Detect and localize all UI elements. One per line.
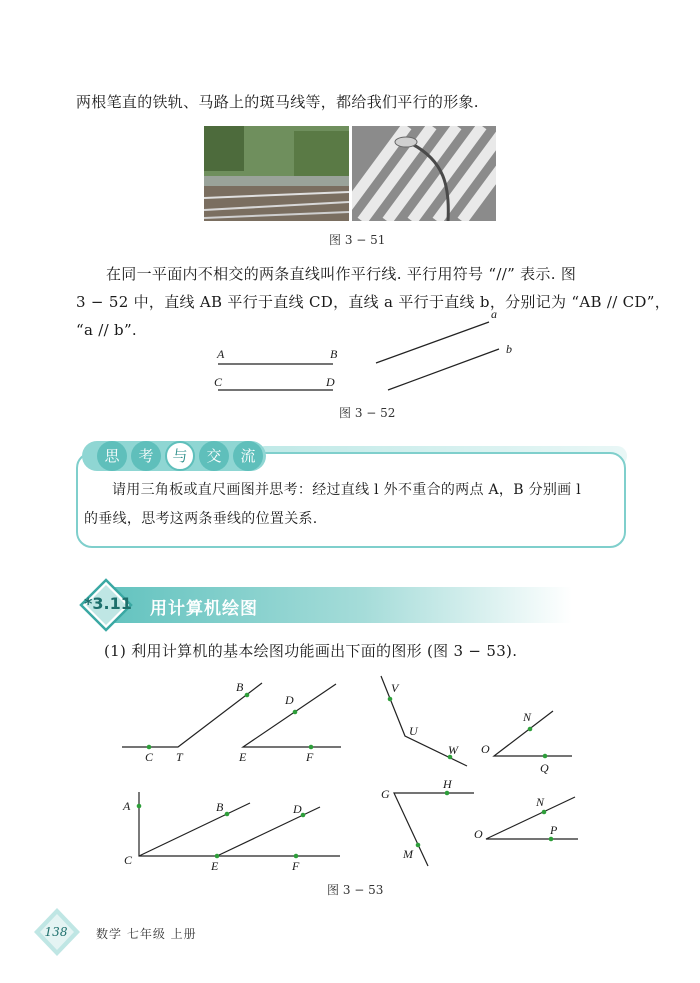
fig53-label-u: U <box>409 724 418 738</box>
page-number: 138 <box>44 925 68 939</box>
point-n2 <box>542 810 547 815</box>
point-b2 <box>225 812 230 817</box>
fig53-label-d1: D <box>285 693 294 707</box>
point-b1 <box>245 693 250 698</box>
definition-line-1: 在同一平面内不相交的两条直线叫作平行线. 平行用符号 “//” 表示. 图 <box>106 265 577 283</box>
intro-text: 两根笔直的铁轨、马路上的斑马线等，都给我们平行的形象. <box>76 93 479 111</box>
fig52-label-a-lower: a <box>491 307 497 321</box>
fig53-label-d2: D <box>293 802 302 816</box>
fig53-label-w: W <box>448 743 458 757</box>
fig53-label-e1: E <box>239 750 247 764</box>
fig53-label-f1: F <box>306 750 314 764</box>
fig53-label-p: P <box>550 823 558 837</box>
point-d1 <box>293 710 298 715</box>
think-chip-1: 思 <box>97 441 127 471</box>
footer-book-title: 数学 七年级 上册 <box>96 927 197 941</box>
point-e2 <box>215 854 220 859</box>
fig52-label-b-lower: b <box>506 342 512 356</box>
fig52-label-c: C <box>214 375 223 389</box>
think-chip-2: 考 <box>131 441 161 471</box>
fig53-label-b1: B <box>236 680 244 694</box>
point-f2 <box>294 854 299 859</box>
fig52-caption: 图 3 − 52 <box>339 406 396 420</box>
fig-axes-ac <box>139 792 340 856</box>
fig-angle-onp <box>486 797 578 839</box>
fig53-label-o1: O <box>481 742 490 756</box>
point-f1 <box>309 745 314 750</box>
fig53-label-e2: E <box>211 859 219 873</box>
point-a <box>137 804 142 809</box>
think-chip-4: 交 <box>199 441 229 471</box>
fig52-label-a-upper: A <box>217 347 225 361</box>
point-c1 <box>147 745 152 750</box>
fig53-label-m: M <box>403 847 413 861</box>
think-chip-5: 流 <box>233 441 263 471</box>
think-line-1: 请用三角板或直尺画图并思考：经过直线 l 外不重合的两点 A，B 分别画 l <box>112 482 582 498</box>
fig52-label-b-upper: B <box>330 347 338 361</box>
point-v <box>388 697 393 702</box>
fig53-label-h: H <box>443 777 452 791</box>
think-chip-3: 与 <box>165 441 195 471</box>
fig53-label-a: A <box>123 799 131 813</box>
task-text: (1) 利用计算机的基本绘图功能画出下面的图形 (图 3 − 53). <box>104 642 518 660</box>
fig53-label-v: V <box>391 681 399 695</box>
definition-line-3: “a // b”. <box>76 321 137 339</box>
point-n1 <box>528 727 533 732</box>
fig53-label-b2: B <box>216 800 224 814</box>
section-number: *3.11 <box>84 594 132 613</box>
fig53-caption: 图 3 − 53 <box>327 883 384 897</box>
fig53-label-n2: N <box>536 795 545 809</box>
fig52-label-d: D <box>326 375 335 389</box>
fig53-label-f2: F <box>292 859 300 873</box>
fig53-label-q: Q <box>540 761 549 775</box>
definition-line-2: 3 − 52 中，直线 AB 平行于直线 CD，直线 a 平行于直线 b，分别记为 “AB // CD”， <box>76 293 671 311</box>
fig53-label-o2: O <box>474 827 483 841</box>
fig53-label-c1: C <box>145 750 154 764</box>
fig53-label-g: G <box>381 787 390 801</box>
fig53-label-t: T <box>176 750 183 764</box>
point-q <box>543 754 548 759</box>
point-m <box>416 843 421 848</box>
fig51-caption: 图 3 − 51 <box>329 233 386 247</box>
fig53-label-c2: C <box>124 853 133 867</box>
section-title: 用计算机绘图 <box>150 599 258 619</box>
fig53-label-n1: N <box>523 710 532 724</box>
think-line-2: 的垂线，思考这两条垂线的位置关系. <box>84 511 318 527</box>
fig-angle-onq <box>494 711 572 756</box>
